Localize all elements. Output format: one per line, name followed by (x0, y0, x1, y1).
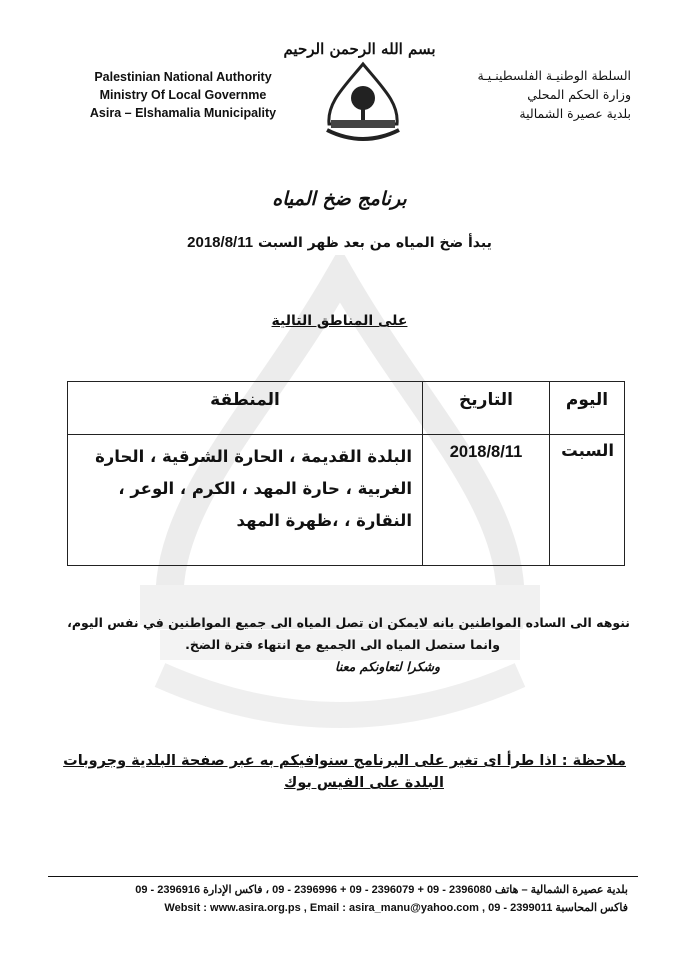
header-english (58, 68, 308, 122)
header-ar-line: وزارة الحكم المحلي (527, 87, 631, 102)
notice-thanks: وشكرا لتعاونكم معنا (335, 659, 440, 674)
municipality-logo (313, 58, 413, 148)
areas-heading (0, 313, 679, 329)
areas-heading-text: على المناطق التالية (271, 313, 408, 329)
table-header-row (68, 382, 625, 435)
remark-line: البلدة على الفيس بوك (284, 775, 444, 791)
header-ar-line: السلطة الوطنيـة الفلسطينـيـة (477, 68, 631, 83)
area-line: البلدة القديمة ، الحارة الشرقية ، الحارة (95, 447, 412, 466)
header-en-line: Palestinian National Authority (94, 70, 272, 84)
area-line: الغربية ، حارة المهد ، الكرم ، الوعر ، (118, 479, 412, 498)
subtitle-text: يبدأ ضخ المياه من بعد ظهر السبت (257, 235, 492, 251)
header-area: المنطقة (68, 382, 423, 435)
header-arabic (421, 66, 631, 123)
notice-line: ننوهه الى الساده المواطنين بانه لايمكن ان تصل المياه الى جميع المواطنين في نفس اليوم، (67, 615, 630, 630)
basmala: بسم الله الرحمن الرحيم (283, 40, 436, 58)
cell-area (68, 435, 423, 566)
cell-day: السبت (550, 435, 625, 566)
header-date: التاريخ (423, 382, 550, 435)
footer (80, 881, 628, 917)
footer-line: بلدية عصيرة الشمالية – هاتف 2396080 - 09 + 2396079 - 09 + 2396996 - 09 ، فاكس الإدارة 2396916 - 09 (135, 884, 628, 896)
remark-line: ملاحظة : اذا طرأ اى تغير على البرنامج سنوافيكم به عبر صفحة البلدية وجروبات (63, 753, 626, 769)
notice (50, 612, 630, 678)
notice-line: وانما ستصل المياه الى الجميع مع انتهاء فترة الضخ. (185, 637, 500, 652)
header-en-line: Asira – Elshamalia Municipality (89, 106, 277, 120)
header-en-line: Ministry Of Local Governme (99, 88, 267, 102)
subtitle-date: 2018/8/11 (187, 234, 254, 251)
subtitle (0, 234, 679, 251)
footer-line: فاكس المحاسبة 2399011 - 09 , Websit : www.asira.org.ps , Email : asira_manu@yahoo.com (164, 902, 628, 914)
header-day: اليوم (550, 382, 625, 435)
remark (62, 750, 626, 794)
area-line: النقارة ، ،ظهرة المهد (236, 511, 412, 530)
cell-date: 2018/8/11 (423, 435, 550, 566)
footer-divider (48, 876, 638, 877)
page-title: برنامج ضخ المياه (272, 188, 407, 210)
header-ar-line: بلدية عصيرة الشمالية (519, 106, 631, 121)
table-row (68, 435, 625, 566)
schedule-table (67, 381, 625, 566)
